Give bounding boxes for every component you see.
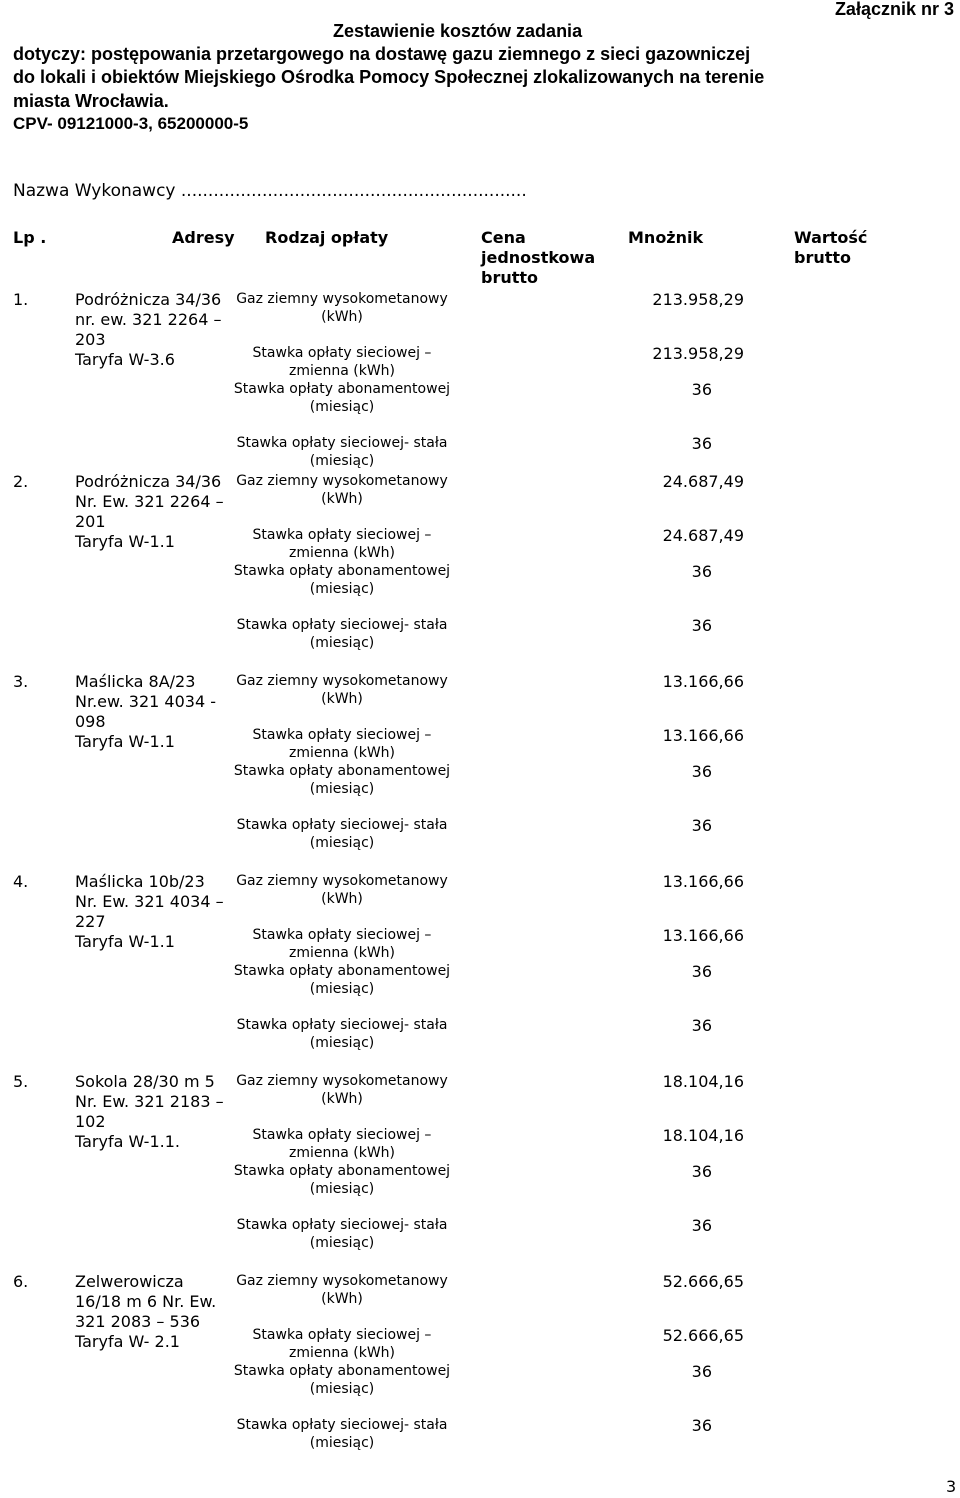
multiplier-value: 36 (691, 962, 712, 981)
address-line: Maślicka 10b/23 (75, 872, 205, 891)
subject-line-1: dotyczy: postępowania przetargowego na dostawę gazu ziemnego z sieci gazowniczej (13, 44, 751, 64)
subject-line-3: miasta Wrocławia. (13, 91, 169, 111)
fee-type: Gaz ziemny wysokometanowy (kWh) (236, 873, 448, 907)
address-line: 321 2083 – 536 (75, 1312, 201, 1331)
cpv-codes: CPV- 09121000-3, 65200000-5 (13, 114, 249, 133)
fee-type: Stawka opłaty abonamentowej (miesiąc) (233, 963, 451, 997)
fee-type: Stawka opłaty sieciowej- stała (miesiąc) (236, 435, 448, 469)
fee-type: Stawka opłaty sieciowej – zmienna (kWh) (252, 1127, 432, 1161)
address-line: Taryfa W-1.1 (75, 932, 175, 951)
address-line: 16/18 m 6 Nr. Ew. (75, 1292, 217, 1311)
fee-type: Stawka opłaty sieciowej – zmienna (kWh) (252, 527, 432, 561)
address-line: 203 (75, 330, 106, 349)
address-line: Nr. Ew. 321 2183 – (75, 1092, 224, 1111)
col-header-multiplier: Mnożnik (628, 228, 704, 247)
multiplier-value: 213.958,29 (652, 344, 744, 363)
row-number: 4. (13, 872, 29, 891)
fee-type: Gaz ziemny wysokometanowy (kWh) (236, 473, 448, 507)
fee-type: Stawka opłaty sieciowej – zmienna (kWh) (252, 727, 432, 761)
fee-type: Stawka opłaty sieciowej – zmienna (kWh) (252, 1327, 432, 1361)
fee-type: Gaz ziemny wysokometanowy (kWh) (236, 1273, 448, 1307)
attachment-label: Załącznik nr 3 (834, 0, 954, 19)
col-header-value: Wartość brutto (794, 228, 868, 267)
address-line: 227 (75, 912, 106, 931)
fee-type: Stawka opłaty abonamentowej (miesiąc) (233, 1163, 451, 1197)
address-line: 098 (75, 712, 106, 731)
fee-type: Stawka opłaty sieciowej- stała (miesiąc) (236, 1217, 448, 1251)
multiplier-value: 18.104,16 (662, 1126, 744, 1145)
address-line: Podróżnicza 34/36 (75, 290, 222, 309)
address-line: Taryfa W- 2.1 (75, 1332, 180, 1351)
multiplier-value: 24.687,49 (662, 472, 744, 491)
fee-type: Stawka opłaty sieciowej- stała (miesiąc) (236, 617, 448, 651)
row-number: 5. (13, 1072, 29, 1091)
subject-line-2: do lokali i obiektów Miejskiego Ośrodka Pomocy Społecznej zlokalizowanych na terenie (13, 67, 765, 87)
multiplier-value: 13.166,66 (662, 726, 744, 745)
address-line: Maślicka 8A/23 (75, 672, 196, 691)
fee-type: Stawka opłaty abonamentowej (miesiąc) (233, 1363, 451, 1397)
multiplier-value: 18.104,16 (662, 1072, 744, 1091)
address-line: Sokola 28/30 m 5 (75, 1072, 215, 1091)
multiplier-value: 213.958,29 (652, 290, 744, 309)
fee-type: Gaz ziemny wysokometanowy (kWh) (236, 673, 448, 707)
multiplier-value: 24.687,49 (662, 526, 744, 545)
multiplier-value: 13.166,66 (662, 926, 744, 945)
page-number: 3 (946, 1477, 957, 1496)
multiplier-value: 13.166,66 (662, 872, 744, 891)
document-title: Zestawienie kosztów zadania (333, 21, 583, 41)
multiplier-value: 36 (691, 1362, 712, 1381)
fee-type: Stawka opłaty sieciowej – zmienna (kWh) (252, 927, 432, 961)
multiplier-value: 36 (691, 434, 712, 453)
multiplier-value: 36 (691, 616, 712, 635)
address-line: Zelwerowicza (75, 1272, 184, 1291)
multiplier-value: 36 (691, 380, 712, 399)
col-header-lp: Lp . (13, 228, 47, 247)
fee-type: Stawka opłaty sieciowej- stała (miesiąc) (236, 817, 448, 851)
address-line: Nr. Ew. 321 2264 – (75, 492, 224, 511)
address-line: Taryfa W-3.6 (75, 350, 175, 369)
fee-type: Gaz ziemny wysokometanowy (kWh) (236, 291, 448, 325)
address-line: Taryfa W-1.1 (75, 732, 175, 751)
fee-type: Stawka opłaty abonamentowej (miesiąc) (233, 563, 451, 597)
row-number: 2. (13, 472, 29, 491)
multiplier-value: 36 (691, 1216, 712, 1235)
multiplier-value: 36 (691, 1416, 712, 1435)
multiplier-value: 36 (691, 1016, 712, 1035)
row-number: 1. (13, 290, 29, 309)
multiplier-value: 36 (691, 562, 712, 581)
contractor-name-line: Nazwa Wykonawcy ................................................................ (13, 181, 527, 201)
multiplier-value: 36 (691, 816, 712, 835)
address-line: Taryfa W-1.1. (75, 1132, 180, 1151)
address-line: Taryfa W-1.1 (75, 532, 175, 551)
fee-type: Stawka opłaty abonamentowej (miesiąc) (233, 381, 451, 415)
multiplier-value: 36 (691, 762, 712, 781)
multiplier-value: 36 (691, 1162, 712, 1181)
address-line: Podróżnicza 34/36 (75, 472, 222, 491)
row-number: 6. (13, 1272, 29, 1291)
fee-type: Stawka opłaty abonamentowej (miesiąc) (233, 763, 451, 797)
col-header-fee-type: Rodzaj opłaty (265, 228, 389, 247)
fee-type: Stawka opłaty sieciowej- stała (miesiąc) (236, 1017, 448, 1051)
multiplier-value: 52.666,65 (662, 1326, 744, 1345)
address-line: nr. ew. 321 2264 – (75, 310, 222, 329)
fee-type: Stawka opłaty sieciowej – zmienna (kWh) (252, 345, 432, 379)
address-line: Nr. Ew. 321 4034 – (75, 892, 224, 911)
row-number: 3. (13, 672, 29, 691)
address-line: 201 (75, 512, 106, 531)
fee-type: Gaz ziemny wysokometanowy (kWh) (236, 1073, 448, 1107)
address-line: Nr.ew. 321 4034 - (75, 692, 216, 711)
multiplier-value: 52.666,65 (662, 1272, 744, 1291)
fee-type: Stawka opłaty sieciowej- stała (miesiąc) (236, 1417, 448, 1451)
address-line: 102 (75, 1112, 106, 1131)
col-header-unit-price: Cena jednostkowa brutto (481, 228, 596, 287)
multiplier-value: 13.166,66 (662, 672, 744, 691)
col-header-address: Adresy (172, 228, 235, 247)
